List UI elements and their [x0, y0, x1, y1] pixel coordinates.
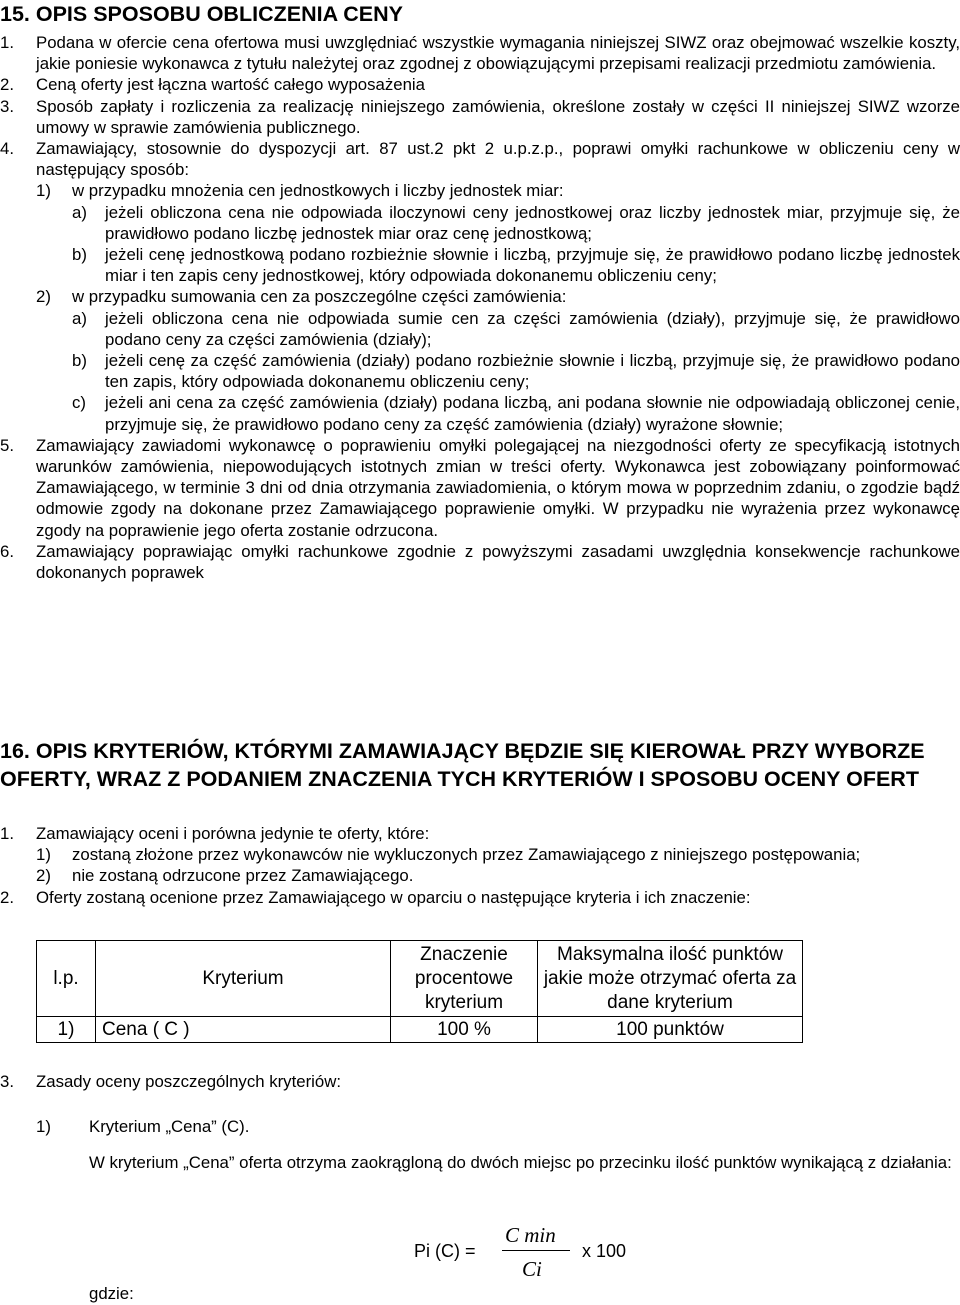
- formula-lhs: Pi (C) =: [414, 1241, 476, 1261]
- list-item: [0, 180, 960, 201]
- item-number: a): [72, 202, 87, 222]
- criteria-table: [36, 940, 803, 1043]
- table-row: [37, 1017, 803, 1043]
- item-number: 2): [36, 287, 51, 307]
- section-15-heading: 15. OPIS SPOSOBU OBLICZENIA CENY: [0, 2, 403, 26]
- table-cell: 1): [37, 1017, 96, 1043]
- item-text: jeżeli cenę jednostkową podano rozbieżnie słownie i liczbą, przyjmuje się, że prawidłowo podano liczbę jednostek miar i ten zapis ceny jednostkowej, który odpowiada dokonanemu obliczeniu ceny;: [105, 245, 960, 286]
- criterion-description: W kryterium „Cena” oferta otrzyma zaokrągloną do dwóch miejsc po przecinku ilość punktów wynikającą z działania:: [89, 1153, 952, 1172]
- list-item: [0, 202, 960, 244]
- gdzie-label: gdzie:: [89, 1284, 134, 1303]
- list-item: [0, 74, 960, 95]
- item-number: 6.: [0, 541, 14, 561]
- item-text: jeżeli obliczona cena nie odpowiada sumie cen za części zamówienia (działy), przyjmuje się, że prawidłowo podano ceny za części zamówienia (działy);: [105, 308, 960, 349]
- item-number: 5.: [0, 435, 14, 455]
- item-text: Ceną oferty jest łączna wartość całego wyposażenia: [36, 75, 425, 95]
- table-header-cell: Maksymalna ilość punktów jakie może otrzymać oferta za dane kryterium: [538, 941, 803, 1017]
- table-cell: 100 punktów: [538, 1017, 803, 1043]
- item-number: 1): [36, 181, 51, 201]
- list-item: [0, 32, 960, 74]
- item-text: Kryterium „Cena” (C).: [89, 1117, 250, 1136]
- formula-numerator: C min: [505, 1223, 556, 1247]
- list-item: [0, 286, 960, 307]
- item-number: a): [72, 308, 87, 328]
- item-text: Zamawiający oceni i porówna jedynie te oferty, które:: [36, 824, 430, 843]
- item-text: Zamawiający zawiadomi wykonawcę o poprawieniu omyłki polegającej na niezgodności oferty ze specyfikacją istotnych warunków zamówienia, niepowodujących istotnych zmian w treści oferty. Wykonawca jest zobowiązany poinformować Zamawiającego, w terminie 3 dni od dnia otrzymania zawiadomienia, o którym mowa w poprzednim zdaniu, o zgodzie bądź odmowie zgody na dokonane przez Zamawiającego poprawienie omyłki. W przypadku nie wyrażenia przez wykonawcę zgody na poprawienie jego oferta zostanie odrzucona.: [36, 435, 960, 540]
- section-16-body: [0, 823, 960, 908]
- list-item: [0, 308, 960, 350]
- item-number: 1.: [0, 33, 14, 52]
- item-number: 3.: [0, 96, 14, 116]
- item-number: 1): [36, 845, 51, 865]
- item-number: b): [72, 245, 87, 265]
- item-number: 4.: [0, 139, 14, 159]
- table-header-row: [37, 941, 803, 1017]
- item-number: 1): [36, 1117, 51, 1136]
- list-item: [0, 1071, 960, 1092]
- list-item: [0, 138, 960, 180]
- item-text: jeżeli cenę za część zamówienia (działy) podano rozbieżnie słownie i liczbą, przyjmuje się, że prawidłowo podano ten zapis, który odpowiada dokonanemu obliczeniu ceny;: [105, 351, 960, 392]
- item-text: Podana w ofercie cena ofertowa musi uwzględniać wszystkie wymagania niniejszej SIWZ oraz obejmować wszelkie koszty, jakie poniesie wykonawca z tytułu należytej oraz zgodnej z obowiązującymi przepisami realizacji przedmiotu zamówienia.: [36, 33, 960, 74]
- item-text: w przypadku mnożenia cen jednostkowych i liczby jednostek miar:: [72, 181, 564, 201]
- item-number: 2.: [0, 75, 14, 95]
- list-item: [36, 1116, 960, 1137]
- item-text: w przypadku sumowania cen za poszczególne części zamówienia:: [72, 287, 567, 307]
- list-item: [0, 350, 960, 392]
- item-text: Oferty zostaną ocenione przez Zamawiającego w oparciu o następujące kryteria i ich znaczenie:: [36, 887, 751, 907]
- item-text: Zamawiający, stosownie do dyspozycji art. 87 ust.2 pkt 2 u.p.z.p., poprawi omyłki rachunkowe w obliczeniu ceny w następujący sposób:: [36, 139, 960, 180]
- list-item: [0, 96, 960, 138]
- table-header-cell: Znaczenie procentowe kryterium: [391, 941, 538, 1017]
- item-number: 1.: [0, 824, 14, 843]
- section-15-body: [0, 32, 960, 583]
- item-text: jeżeli obliczona cena nie odpowiada iloczynowi ceny jednostkowej oraz liczby jednostek miar, przyjmuje się, że prawidłowo podano liczbę jednostek miar oraz cenę jednostkową;: [105, 202, 960, 243]
- list-item: [0, 541, 960, 583]
- formula-rhs: x 100: [582, 1241, 627, 1261]
- list-item: [0, 887, 960, 908]
- item-text: nie zostaną odrzucone przez Zamawiającego.: [72, 866, 414, 886]
- item-text: jeżeli ani cena za część zamówienia (działy) podana liczbą, ani podana słownie nie odpowiadają obliczonej cenie, przyjmuje się, że prawidłowo podano ceny za część zamówienia (działy) wyrażone słownie;: [105, 393, 960, 434]
- table-cell: 100 %: [391, 1017, 538, 1043]
- item-number: c): [72, 393, 86, 413]
- list-item: [0, 392, 960, 434]
- list-item: [0, 844, 960, 865]
- table-header-cell: l.p.: [37, 941, 96, 1017]
- item-text: Zamawiający poprawiając omyłki rachunkowe zgodnie z powyższymi zasadami uwzględnia konsekwencje rachunkowe dokonanych poprawek: [36, 541, 960, 583]
- list-item: [0, 865, 960, 886]
- list-item: [0, 435, 960, 541]
- item-number: 2): [36, 866, 51, 886]
- item-number: 2.: [0, 887, 14, 907]
- item-text: Zasady oceny poszczególnych kryteriów:: [36, 1072, 341, 1091]
- list-item: [0, 244, 960, 286]
- section-16-heading: 16. OPIS KRYTERIÓW, KTÓRYMI ZAMAWIAJĄCY BĘDZIE SIĘ KIEROWAŁ PRZY WYBORZE OFERTY, WRAZ Z PODANIEM ZNACZENIA TYCH KRYTERIÓW I SPOSOBU OCENY OFERT: [0, 739, 925, 791]
- table-cell: Cena ( C ): [96, 1017, 391, 1043]
- item-number: b): [72, 351, 87, 371]
- item-text: zostaną złożone przez wykonawców nie wykluczonych przez Zamawiającego z niniejszego postępowania;: [72, 845, 861, 865]
- item-text: Sposób zapłaty i rozliczenia za realizację niniejszego zamówienia, określone zostały w części II niniejszej SIWZ wzorze umowy w sprawie zamówienia publicznego.: [36, 96, 960, 137]
- list-item: [0, 823, 960, 844]
- item-number: 3.: [0, 1072, 14, 1091]
- fraction-bar: [502, 1250, 570, 1251]
- formula-denominator: Ci: [522, 1257, 542, 1281]
- table-header-cell: Kryterium: [96, 941, 391, 1017]
